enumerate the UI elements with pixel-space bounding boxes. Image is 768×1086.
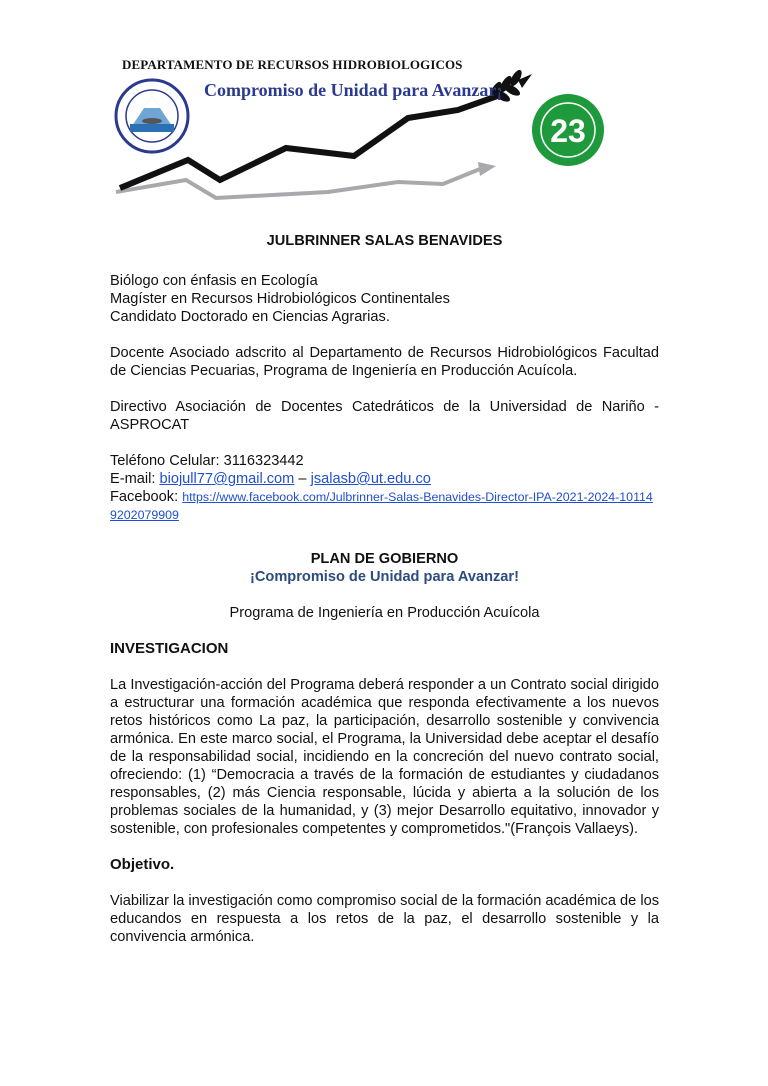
phone-number: 3116323442 [223, 453, 304, 469]
grey-arrow-head [478, 162, 496, 176]
seal-number: 23 [550, 113, 586, 149]
program-seal-logo [116, 80, 188, 152]
title-line: Biólogo con énfasis en Ecología [110, 273, 318, 289]
program-name: Programa de Ingeniería en Producción Acuícola [229, 605, 540, 621]
plan-slogan: ¡Compromiso de Unidad para Avanzar! [250, 569, 519, 585]
objective-heading: Objetivo. [110, 856, 175, 873]
email-link-primary[interactable]: biojull77@gmail.com [159, 471, 295, 487]
department-title: DEPARTAMENTO DE RECURSOS HIDROBIOLOGICOS [122, 57, 463, 72]
title-line: Magíster en Recursos Hidrobiológicos Continentales [110, 291, 450, 307]
facebook-label: Facebook: [110, 489, 183, 505]
email-line [110, 470, 659, 488]
phone-line [110, 452, 659, 470]
position-paragraph: Docente Asociado adscrito al Departamento de Recursos Hidrobiológicos Facultad de Ciencias Pecuarias, Programa de Ingeniería en Producción Acuícola. [110, 345, 659, 379]
candidate-name: JULBRINNER SALAS BENAVIDES [266, 233, 503, 249]
academic-titles [110, 272, 659, 326]
title-line: Candidato Doctorado en Ciencias Agrarias. [110, 309, 390, 325]
association-paragraph: Directivo Asociación de Docentes Catedráticos de la Universidad de Nariño - ASPROCAT [110, 399, 659, 433]
grey-trend-line [116, 169, 480, 198]
section-heading-investigacion: INVESTIGACION [110, 640, 229, 657]
facebook-link[interactable]: https://www.facebook.com/Julbrinner-Salas-Benavides-Director-IPA-2021-2024-101149202079909 [110, 490, 653, 522]
investigacion-paragraph: La Investigación-acción del Programa deberá responder a un Contrato social dirigido a estructurar una formación académica que responda efectivamente a los nuevos retos históricos como La paz, la participación, desarrollo sostenible y convivencia armónica. En este marco social, el Programa, la Universidad debe aceptar el desafío de la responsabilidad social, incidiendo en la concreción del nuevo contrato social, ofreciendo: (1) “Democracia a través de la formación de estudiantes y ciudadanos responsables, (2) más Ciencia responsable, lúcida y abierta a la solución de los problemas sociales de la humanidad, y (3) mejor Desarrollo equitativo, innovador y sostenible, con profesionales competentes y comprometidos."(François Vallaeys). [110, 677, 659, 837]
header-banner [108, 44, 620, 218]
objective-paragraph: Viabilizar la investigación como compromiso social de la formación académica de los educandos en respuesta a los retos de la paz, el desarrollo sostenible y la convivencia armónica. [110, 893, 659, 945]
phone-label: Teléfono Celular: [110, 453, 224, 469]
email-separator: – [294, 471, 311, 487]
candidate-number-seal [532, 94, 604, 166]
contact-info [110, 452, 659, 524]
banner-slogan: Compromiso de Unidad para Avanzar¡ [204, 80, 503, 100]
document-body [110, 232, 659, 946]
plan-header [110, 550, 659, 586]
email-link-secondary[interactable]: jsalasb@ut.edu.co [310, 471, 431, 487]
email-label: E-mail: [110, 471, 160, 487]
plan-title: PLAN DE GOBIERNO [310, 551, 459, 567]
facebook-line [110, 488, 659, 524]
